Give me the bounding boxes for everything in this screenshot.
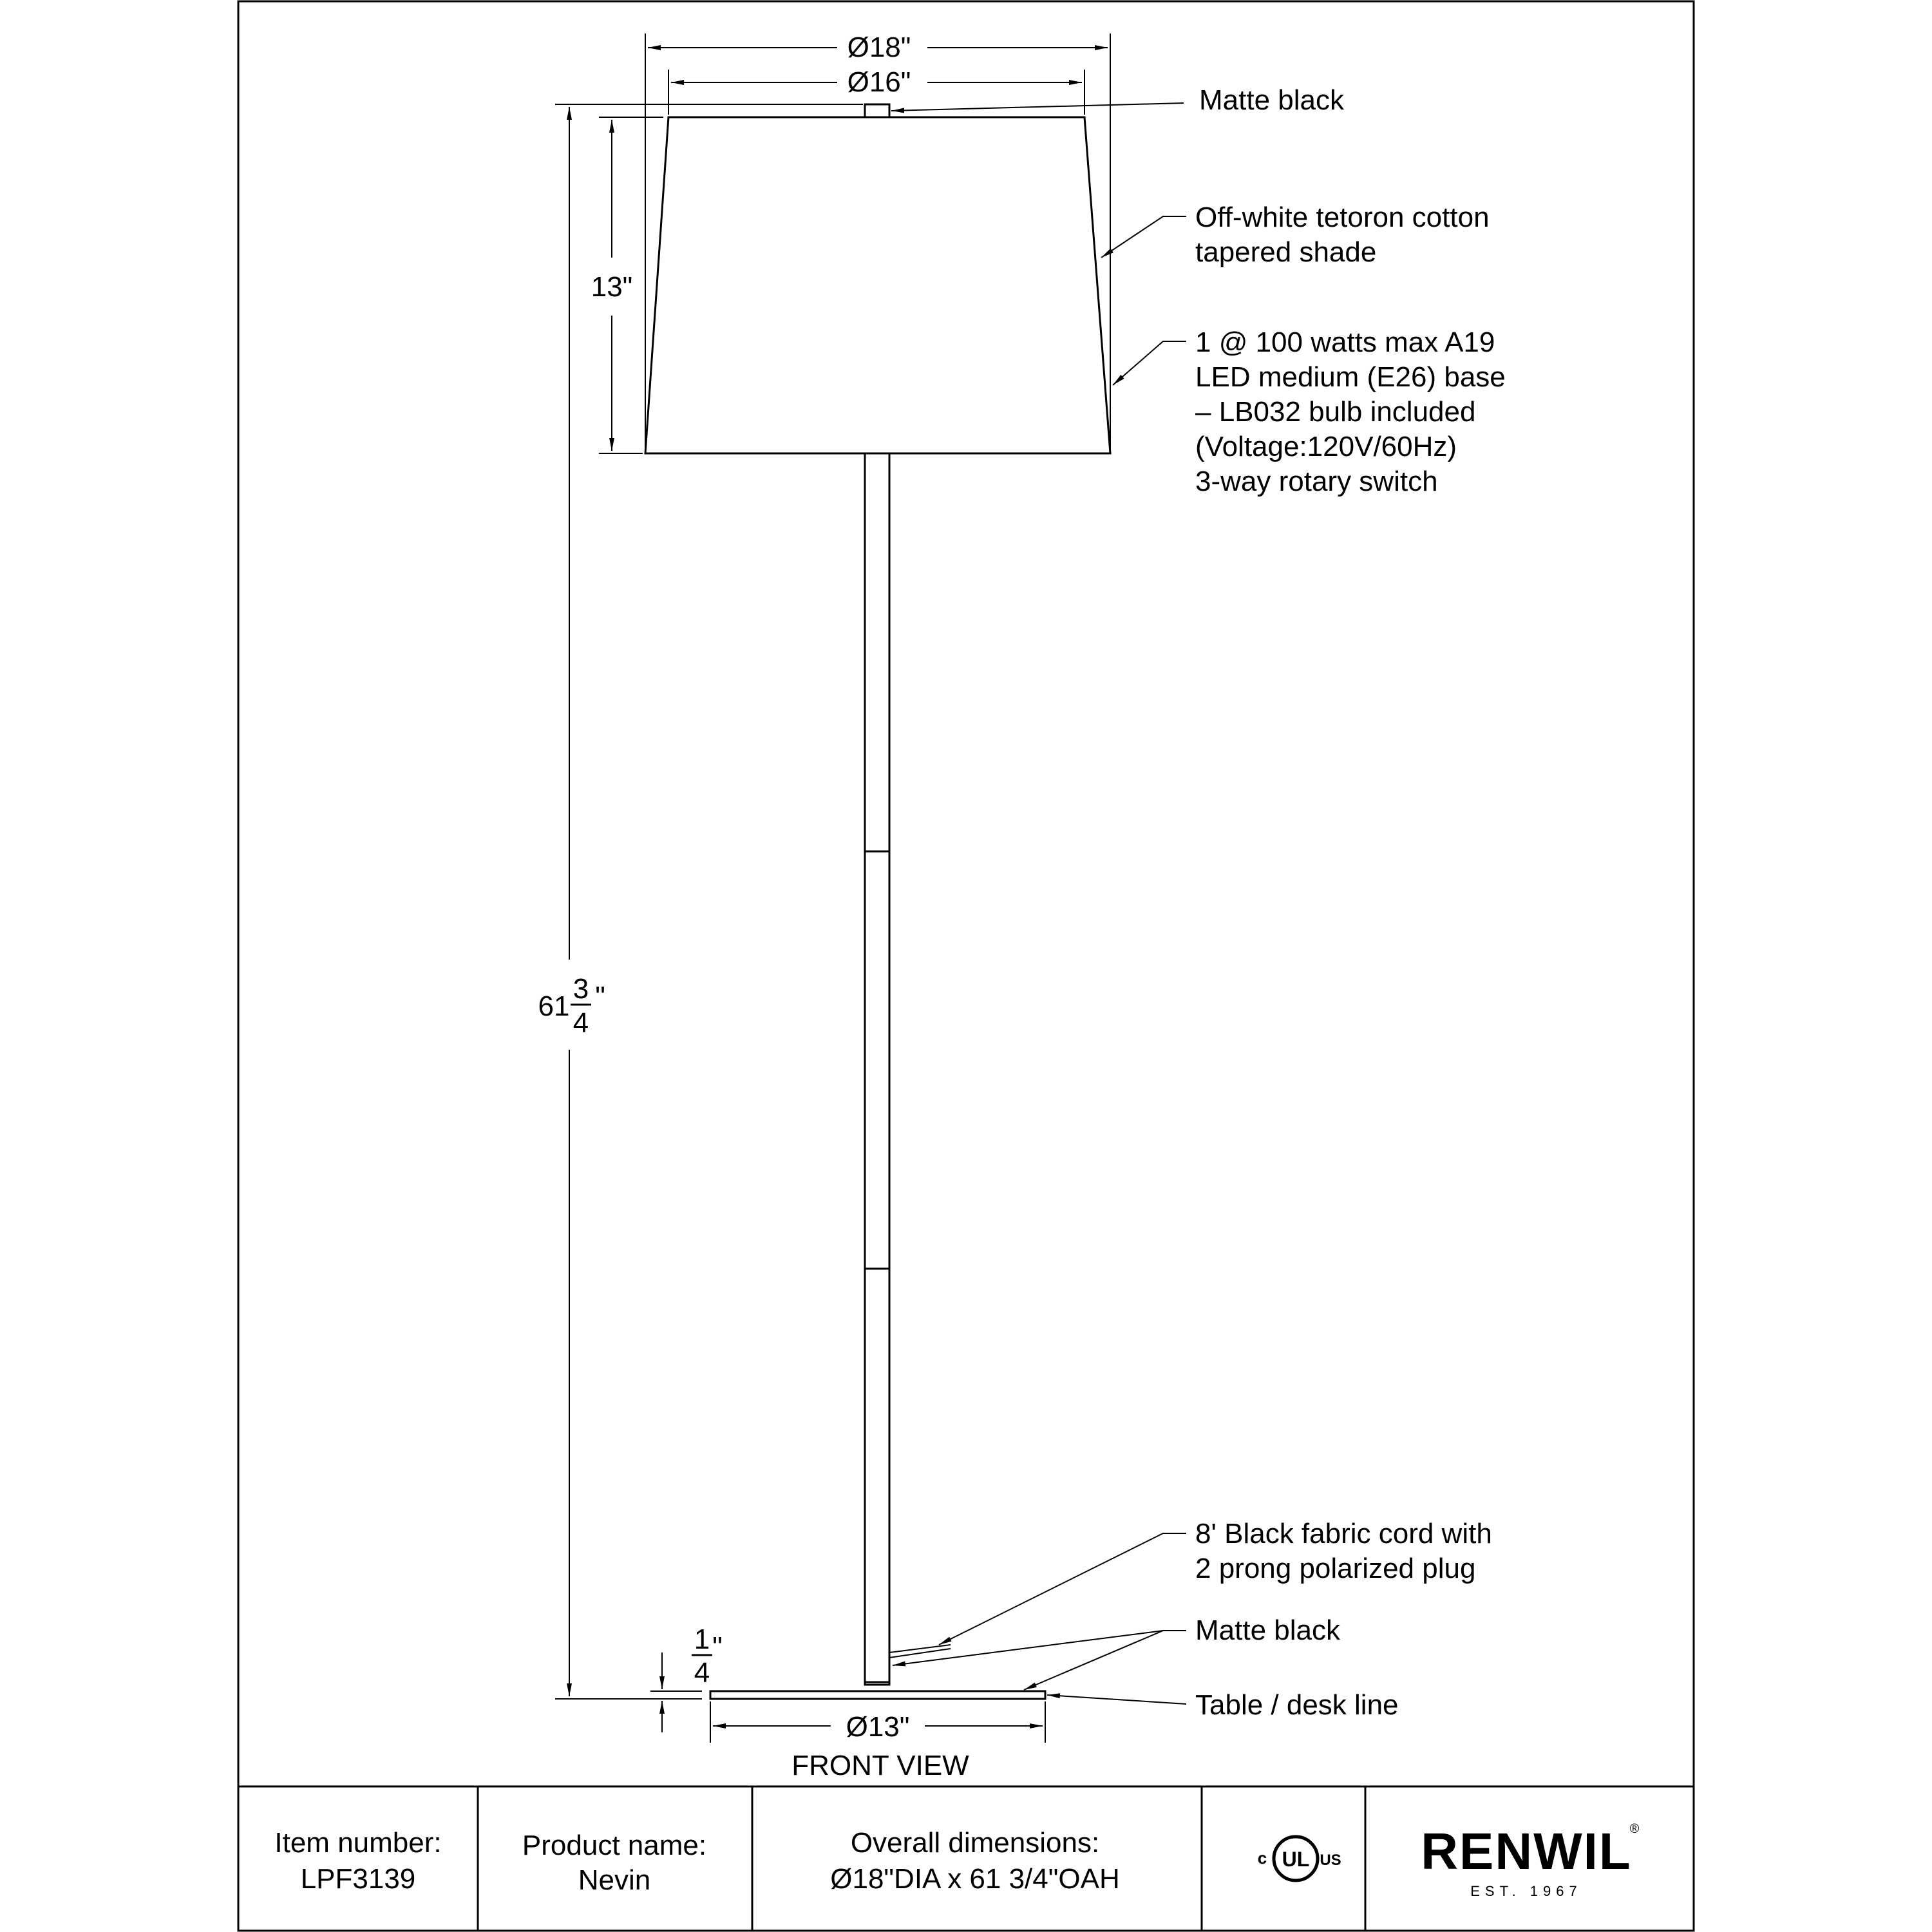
- callout-finial: Matte black: [1199, 84, 1344, 116]
- item-number-label: Item number:: [274, 1827, 442, 1859]
- dim-overall-height-whole: 61: [538, 990, 570, 1022]
- dim-base-thickness-den: 4: [694, 1657, 710, 1689]
- callout-table-line: Table / desk line: [1195, 1689, 1399, 1721]
- lamp-shade: [645, 117, 1110, 453]
- brand-established: EST. 1967: [1470, 1883, 1582, 1899]
- callout-shade-line-2: tapered shade: [1195, 236, 1377, 268]
- overall-dimensions-value: Ø18"DIA x 61 3/4"OAH: [830, 1863, 1120, 1895]
- product-name-label: Product name:: [522, 1830, 707, 1861]
- callout-cord-line-1: 8' Black fabric cord with: [1195, 1518, 1492, 1549]
- svg-text:c: c: [1257, 1848, 1267, 1868]
- view-label: FRONT VIEW: [791, 1750, 969, 1781]
- svg-text:UL: UL: [1282, 1848, 1310, 1871]
- callout-base: Matte black: [1195, 1615, 1340, 1646]
- dim-overall-height-inch: ": [595, 981, 605, 1012]
- power-cord: [889, 1645, 951, 1653]
- callout-cord-line-2: 2 prong polarized plug: [1195, 1553, 1476, 1584]
- callout-bulb-line-3: – LB032 bulb included: [1195, 396, 1476, 428]
- callout-leaders: [891, 103, 1186, 1704]
- item-number-value: LPF3139: [300, 1863, 416, 1895]
- finial: [865, 104, 889, 117]
- dimensions: [555, 33, 1110, 1743]
- svg-text:US: US: [1320, 1852, 1341, 1869]
- cul-us-certification-icon: [1258, 1837, 1341, 1880]
- lamp-drawing: [645, 104, 1110, 1699]
- callout-shade-line-1: Off-white tetoron cotton: [1195, 202, 1490, 233]
- dim-base-dia: Ø13": [846, 1711, 910, 1743]
- dim-base-thickness-num: 1: [694, 1624, 710, 1655]
- lamp-stem: [865, 453, 889, 1685]
- callout-bulb-line-2: LED medium (E26) base: [1195, 361, 1506, 393]
- sheet-border: [238, 1, 1694, 1931]
- dim-base-thickness-inch: ": [712, 1631, 723, 1663]
- overall-dimensions-label: Overall dimensions:: [850, 1827, 1100, 1859]
- callout-bulb-line-1: 1 @ 100 watts max A19: [1195, 327, 1495, 358]
- dim-shade-top-dia: Ø16": [847, 66, 911, 98]
- dim-shade-height: 13": [591, 271, 633, 303]
- brand-name: RENWIL: [1421, 1823, 1632, 1880]
- callout-bulb-line-4: (Voltage:120V/60Hz): [1195, 431, 1457, 462]
- product-name-value: Nevin: [578, 1864, 651, 1896]
- renwil-logo: [1421, 1822, 1639, 1899]
- dim-shade-bottom-dia: Ø18": [847, 32, 911, 63]
- callout-bulb-line-5: 3-way rotary switch: [1195, 466, 1438, 497]
- dim-overall-height-num: 3: [573, 973, 589, 1005]
- brand-registered: ®: [1629, 1822, 1640, 1836]
- lamp-base: [710, 1691, 1045, 1699]
- dim-overall-height-den: 4: [573, 1007, 589, 1039]
